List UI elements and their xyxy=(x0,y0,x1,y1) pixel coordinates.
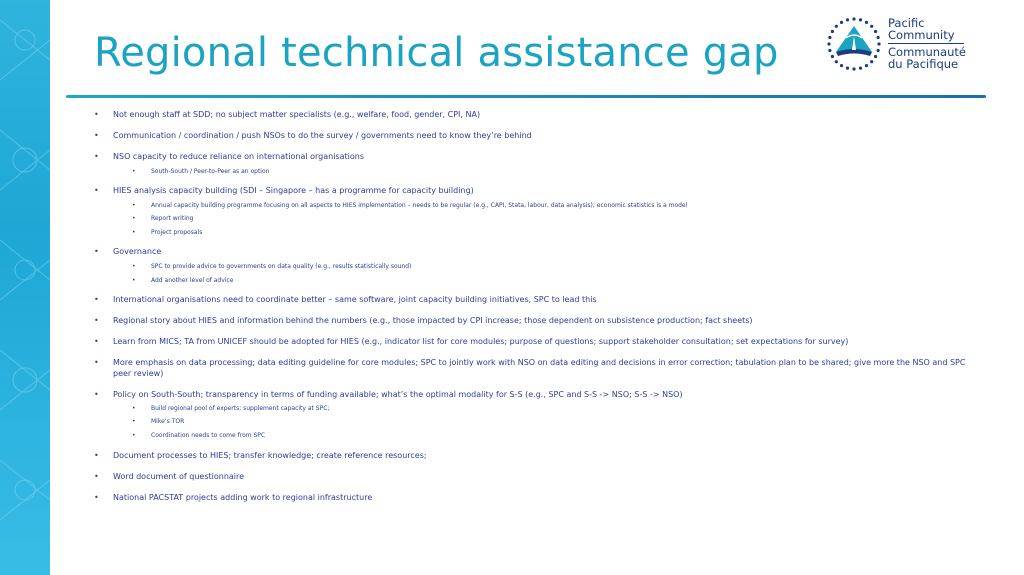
bullet-icon: • xyxy=(94,131,99,140)
bullet-icon: • xyxy=(132,215,136,222)
bullet-item xyxy=(94,247,973,258)
bullet-icon: • xyxy=(94,390,99,399)
bullet-item xyxy=(94,493,973,504)
bullet-item xyxy=(94,186,973,197)
bullet-item xyxy=(94,472,973,483)
bullet-item xyxy=(94,152,973,163)
bullet-text: Not enough staff at SDD; no subject matter specialists (e.g., welfare, food, gender, CPI, NA) xyxy=(113,110,481,119)
bullet-item xyxy=(94,110,973,121)
bullet-icon: • xyxy=(94,316,99,325)
bullet-text: Build regional pool of experts; supplement capacity at SPC; xyxy=(151,405,330,412)
bullet-icon: • xyxy=(132,229,136,236)
bullet-text: HIES analysis capacity building (SDI – Singapore – has a programme for capacity building) xyxy=(113,186,474,195)
bullet-text: Mike’s TOR xyxy=(151,418,185,425)
bullet-text: National PACSTAT projects adding work to regional infrastructure xyxy=(113,493,373,502)
sub-bullet-item xyxy=(132,418,971,426)
bullet-text: Project proposals xyxy=(151,229,203,236)
bullet-item xyxy=(94,131,973,142)
bullet-item xyxy=(94,316,973,327)
bullet-text: More emphasis on data processing; data editing guideline for core modules; SPC to jointly work with NSO on data editing and decisions in error correction; tabulation plan to be shared; give more the NSO and SPC peer review) xyxy=(113,358,966,378)
bullet-icon: • xyxy=(94,295,99,304)
bullet-icon: • xyxy=(94,451,99,460)
bullet-icon: • xyxy=(94,493,99,502)
bullet-item xyxy=(94,358,973,379)
bullet-text: Policy on South-South; transparency in terms of funding available; what’s the optimal modality for S-S (e.g., SPC and S-S -> NSO; S-S -> NSO) xyxy=(113,390,683,399)
bullet-text: Word document of questionnaire xyxy=(113,472,245,481)
bullet-icon: • xyxy=(132,405,136,412)
bullet-icon: • xyxy=(132,277,136,284)
bullet-text: International organisations need to coordinate better – same software, joint capacity building initiatives, SPC to lead this xyxy=(113,295,597,304)
sub-bullet-item xyxy=(132,229,971,237)
bullet-icon: • xyxy=(94,186,99,195)
sub-bullet-item xyxy=(132,215,971,223)
bullet-text: Annual capacity building programme focusing on all aspects to HIES implementation – needs to be regular (e.g., CAPI, Stata, labour, data analysis); economic statistics is a model xyxy=(151,202,688,209)
bullet-icon: • xyxy=(94,472,99,481)
sub-bullet-item xyxy=(132,263,971,271)
logo-line-1: Pacific xyxy=(888,16,925,30)
slide-title: Regional technical assistance gap xyxy=(94,30,779,76)
bullet-text: South-South / Peer-to-Peer as an option xyxy=(151,168,270,175)
bullet-text: Report writing xyxy=(151,215,194,222)
sub-bullet-item xyxy=(132,277,971,285)
sub-bullet-item xyxy=(132,405,971,413)
bullet-text: Regional story about HIES and information behind the numbers (e.g., those impacted by CPI increase; those dependent on subsistence production; fact sheets) xyxy=(113,316,753,325)
bullet-icon: • xyxy=(132,432,136,439)
bullet-text: NSO capacity to reduce reliance on international organisations xyxy=(113,152,365,161)
bullet-item xyxy=(94,390,973,401)
sub-bullet-item xyxy=(132,432,971,440)
bullet-item xyxy=(94,337,973,348)
sub-bullet-item xyxy=(132,168,971,176)
bullet-item xyxy=(94,295,973,306)
bullet-text: Learn from MICS; TA from UNICEF should be adopted for HIES (e.g., indicator list for core modules; purpose of questions; support stakeholder consultation; set expectations for survey) xyxy=(113,337,849,346)
bullet-text: Governance xyxy=(113,247,162,256)
bullet-text: Communication / coordination / push NSOs to do the survey / governments need to know they’re behind xyxy=(113,131,532,140)
bullet-text: SPC to provide advice to governments on data quality (e.g., results statistically sound) xyxy=(151,263,412,270)
bullet-icon: • xyxy=(94,152,99,161)
bullet-icon: • xyxy=(94,247,99,256)
bullet-item xyxy=(94,451,973,462)
bullet-text: Coordination needs to come from SPC xyxy=(151,432,266,439)
sub-bullet-item xyxy=(132,202,971,210)
logo-line-2: Community xyxy=(888,27,955,42)
bullet-text: Document processes to HIES; transfer knowledge; create reference resources; xyxy=(113,451,427,460)
bullet-icon: • xyxy=(94,358,99,367)
bullet-icon: • xyxy=(94,337,99,346)
bullet-icon: • xyxy=(94,110,99,119)
logo-line-3: Communauté xyxy=(888,45,966,59)
logo-line-4: du Pacifique xyxy=(888,56,959,71)
bullet-icon: • xyxy=(132,202,136,209)
bullet-icon: • xyxy=(132,168,136,175)
bullet-text: Add another level of advice xyxy=(151,277,234,284)
bullet-icon: • xyxy=(132,263,136,270)
bullet-icon: • xyxy=(132,418,136,425)
